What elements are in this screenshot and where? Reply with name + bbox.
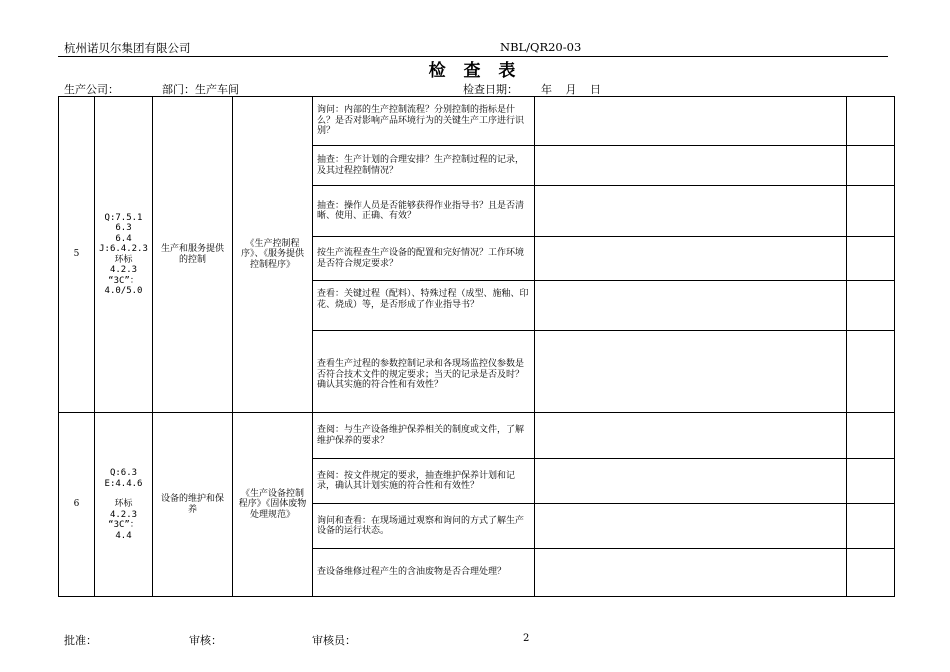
record-cell[interactable] (535, 146, 847, 186)
procedure-docs: 《生产控制程序》、《服务提供控制程序》 (233, 97, 313, 413)
approve-label: 批准： (64, 634, 97, 647)
result-cell[interactable] (847, 549, 895, 597)
checklist-table (58, 96, 895, 597)
process-name: 设备的维护和保养 (153, 413, 233, 597)
record-cell[interactable] (535, 504, 847, 549)
table-row (59, 413, 895, 459)
result-cell[interactable] (847, 413, 895, 459)
check-item: 查看生产过程的参数控制记录和各现场监控仪参数是否符合技术文件的规定要求；当天的记录是否及时？确认其实施的符合性和有效性？ (313, 331, 535, 413)
record-cell[interactable] (535, 549, 847, 597)
check-item: 抽查：生产计划的合理安排？生产控制过程的记录，及其过程控制情况？ (313, 146, 535, 186)
procedure-docs: 《生产设备控制程序》《固体废物处理规范》 (233, 413, 313, 597)
result-cell[interactable] (847, 504, 895, 549)
check-item: 查设备维修过程产生的含油废物是否合理处理？ (313, 549, 535, 597)
result-cell[interactable] (847, 97, 895, 146)
clause-refs: Q:7.5.1 6.3 6.4 J:6.4.2.3 环标 4.2.3 “3C”： 4.0/5.0 (95, 97, 153, 413)
result-cell[interactable] (847, 281, 895, 331)
section-number: 6 (59, 413, 95, 597)
check-item: 查看：关键过程（配料）、特殊过程（成型、施釉、印花、烧成）等，是否形成了作业指导书？ (313, 281, 535, 331)
table-row (59, 97, 895, 146)
record-cell[interactable] (535, 237, 847, 281)
record-cell[interactable] (535, 459, 847, 504)
company-name: 杭州诺贝尔集团有限公司 (64, 41, 191, 55)
company-label: 生产公司： (64, 83, 119, 96)
check-item: 询问和查看：在现场通过观察和询问的方式了解生产设备的运行状态。 (313, 504, 535, 549)
page-title: 检 查 表 (428, 61, 522, 81)
process-name: 生产和服务提供的控制 (153, 97, 233, 413)
page-number: 2 (523, 633, 530, 644)
record-cell[interactable] (535, 97, 847, 146)
result-cell[interactable] (847, 186, 895, 237)
auditor-label: 审核员： (312, 634, 356, 647)
section-number: 5 (59, 97, 95, 413)
document-code: NBL/QR20-03 (500, 40, 582, 54)
department-label: 部门：生产车间 (162, 83, 239, 96)
review-label: 审核： (189, 634, 222, 647)
record-cell[interactable] (535, 413, 847, 459)
record-cell[interactable] (535, 186, 847, 237)
date-placeholder: 年 月 日 (541, 83, 601, 96)
inspection-date-label: 检查日期： (463, 83, 518, 96)
result-cell[interactable] (847, 237, 895, 281)
check-item: 询问：内部的生产控制流程？分别控制的指标是什么？是否对影响产品环境行为的关键生产工序进行识别？ (313, 97, 535, 146)
record-cell[interactable] (535, 331, 847, 413)
check-item: 按生产流程查生产设备的配置和完好情况？工作环境是否符合规定要求？ (313, 237, 535, 281)
check-item: 查阅：按文件规定的要求，抽查维护保养计划和记录，确认其计划实施的符合性和有效性？ (313, 459, 535, 504)
clause-refs: Q:6.3 E:4.4.6 环标 4.2.3 “3C”： 4.4 (95, 413, 153, 597)
result-cell[interactable] (847, 146, 895, 186)
check-item: 查阅：与生产设备维护保养相关的制度或文件，了解维护保养的要求？ (313, 413, 535, 459)
result-cell[interactable] (847, 331, 895, 413)
result-cell[interactable] (847, 459, 895, 504)
record-cell[interactable] (535, 281, 847, 331)
check-item: 抽查：操作人员是否能够获得作业指导书？且是否清晰、使用、正确、有效？ (313, 186, 535, 237)
